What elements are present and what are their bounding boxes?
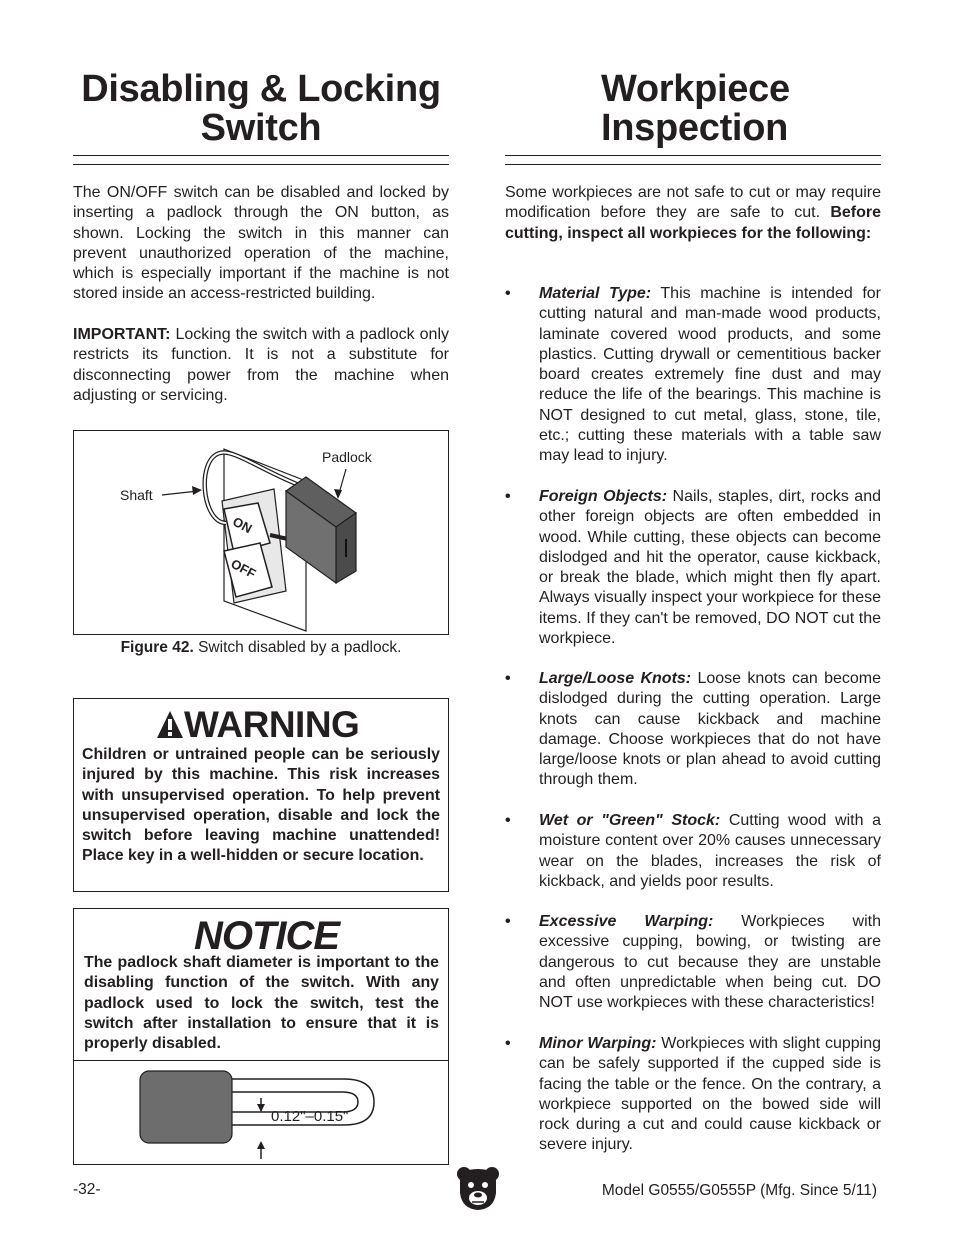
notice-box: [73, 908, 449, 1165]
shaft-diameter-diagram: [74, 1061, 448, 1164]
bullet-lead: Material Type:: [539, 285, 652, 302]
bullet-lead: Excessive Warping:: [539, 913, 714, 930]
bullet-dot: •: [505, 812, 511, 829]
figure-42-caption: [73, 639, 449, 657]
grizzly-bear-logo-icon: [456, 1165, 500, 1211]
title-rule-top: [505, 155, 881, 156]
bullet-dot: •: [505, 670, 511, 687]
on-button-label: ON: [230, 513, 255, 537]
bullet-material-type: [505, 284, 881, 467]
bullet-dot: •: [505, 1035, 511, 1052]
workpiece-intro-paragraph: [505, 183, 881, 244]
bullet-dot: •: [505, 488, 511, 505]
important-text: Locking the switch with a padlock only restricts its function. It is not a substitute for disconnecting power from the machine when adjusting or servicing.: [73, 326, 449, 404]
bullet-large-loose-knots: [505, 669, 881, 791]
bullet-minor-warping: [505, 1034, 881, 1156]
page-number: -32-: [73, 1181, 101, 1198]
important-paragraph: [73, 325, 449, 406]
bullet-text: Loose knots can become dislodged during the cutting operation. Large knots can cause kickback and machine damage. Choose workpieces that do not have large/loose knots or plan ahead to avoid cutting through them.: [539, 670, 881, 789]
notice-title: NOTICE: [194, 914, 340, 958]
shaft-dimension-label: 0.12"–0.15": [271, 1108, 349, 1125]
dimension-arrow-down: [257, 1104, 265, 1112]
important-label: IMPORTANT:: [73, 326, 171, 343]
warning-box: [73, 698, 449, 892]
padlock-switch-illustration: [74, 431, 448, 634]
warning-text: Children or untrained people can be seriously injured by this machine. This risk increases with unsupervised operation. To help prevent unsupervised operation, disable and lock the switch before leaving machine unattended! Place key in a well-hidden or secure location.: [82, 746, 440, 865]
section-title-disabling-locking-switch: [73, 70, 449, 148]
warning-title: WARNING: [184, 704, 360, 745]
dimension-arrow-up: [257, 1141, 265, 1149]
figure-42-box: [73, 430, 449, 635]
title-line-1: Disabling & Locking: [81, 68, 441, 110]
bullet-foreign-objects: [505, 487, 881, 649]
figure-label-shaft: Shaft: [120, 487, 153, 503]
intro-text: Some workpieces are not safe to cut or may require modification before they are safe to cut.: [505, 184, 881, 222]
caption-label: Figure 42.: [120, 639, 194, 656]
bullet-excessive-warping: [505, 912, 881, 1013]
bullet-wet-green-stock: [505, 811, 881, 892]
bullet-text: This machine is intended for cutting natural and man-made wood products, laminate covered wood products, and some plastics. Cutting drywall or cementitious backer board creates extremely fine dust and may reduce the life of the bearings. This machine is NOT designed to cut metal, glass, stone, tile, etc.; cutting these materials with a table saw may lead to injury.: [539, 285, 881, 465]
intro-bold-text: Before cutting, inspect all workpieces for the following:: [505, 204, 881, 242]
title-line-2: Inspection: [601, 107, 789, 149]
figure-label-padlock: Padlock: [322, 449, 372, 465]
title-line-2: Switch: [200, 107, 322, 149]
model-footer: Model G0555/G0555P (Mfg. Since 5/11): [601, 1182, 877, 1199]
title-rule-bottom: [505, 164, 881, 165]
notice-text: The padlock shaft diameter is important to the disabling function of the switch. With any padlock used to lock the switch, test the switch after installation to ensure that it is properly disabled.: [84, 954, 439, 1053]
warning-triangle-icon: [156, 710, 184, 740]
padlock-body-diagram: [140, 1071, 232, 1143]
bullet-text: Nails, staples, dirt, rocks and other foreign objects are often embedded in wood. While cutting, these objects can become dislodged and hit the operator, cause kickback, or break the blade, which might then fly apart. Always visually inspect your workpiece for these items. If they can't be removed, DO NOT cut the workpiece.: [539, 488, 881, 648]
bullet-text: Workpieces with slight cupping can be safely supported if the cupped side is facing the table or the fence. On the contrary, a workpiece supported on the bowed side will rock during a cut and could cause kickback or severe injury.: [539, 1035, 881, 1154]
bullet-lead: Foreign Objects:: [539, 488, 668, 505]
section-title-workpiece-inspection: [601, 70, 954, 148]
off-button-label: OFF: [228, 555, 259, 582]
bullet-text: Workpieces with excessive cupping, bowing, or twisting are dangerous to cut because they are unstable and often unpredictable when being cut. DO NOT use workpieces with these characteristics!: [539, 913, 881, 1012]
warning-header: [156, 705, 359, 745]
bullet-text: Cutting wood with a moisture content over 20% causes unnecessary wear on the blades, increases the risk of kickback, and yields poor results.: [539, 812, 882, 890]
bullet-dot: •: [505, 913, 511, 930]
title-line-1: Workpiece: [601, 68, 790, 110]
bullet-dot: •: [505, 285, 511, 302]
title-rule-bottom: [73, 164, 449, 165]
title-rule-top: [73, 155, 449, 156]
caption-text: Switch disabled by a padlock.: [193, 639, 402, 656]
bullet-lead: Large/Loose Knots:: [539, 670, 692, 687]
bullet-lead: Wet or "Green" Stock:: [539, 812, 721, 829]
switch-intro-paragraph: The ON/OFF switch can be disabled and locked by inserting a padlock through the ON button, as shown. Locking the switch in this manner can prevent unauthorized operation of the machine, which is especially important if the machine is not stored inside an access-restricted building.: [73, 184, 449, 303]
bullet-lead: Minor Warping:: [539, 1035, 657, 1052]
